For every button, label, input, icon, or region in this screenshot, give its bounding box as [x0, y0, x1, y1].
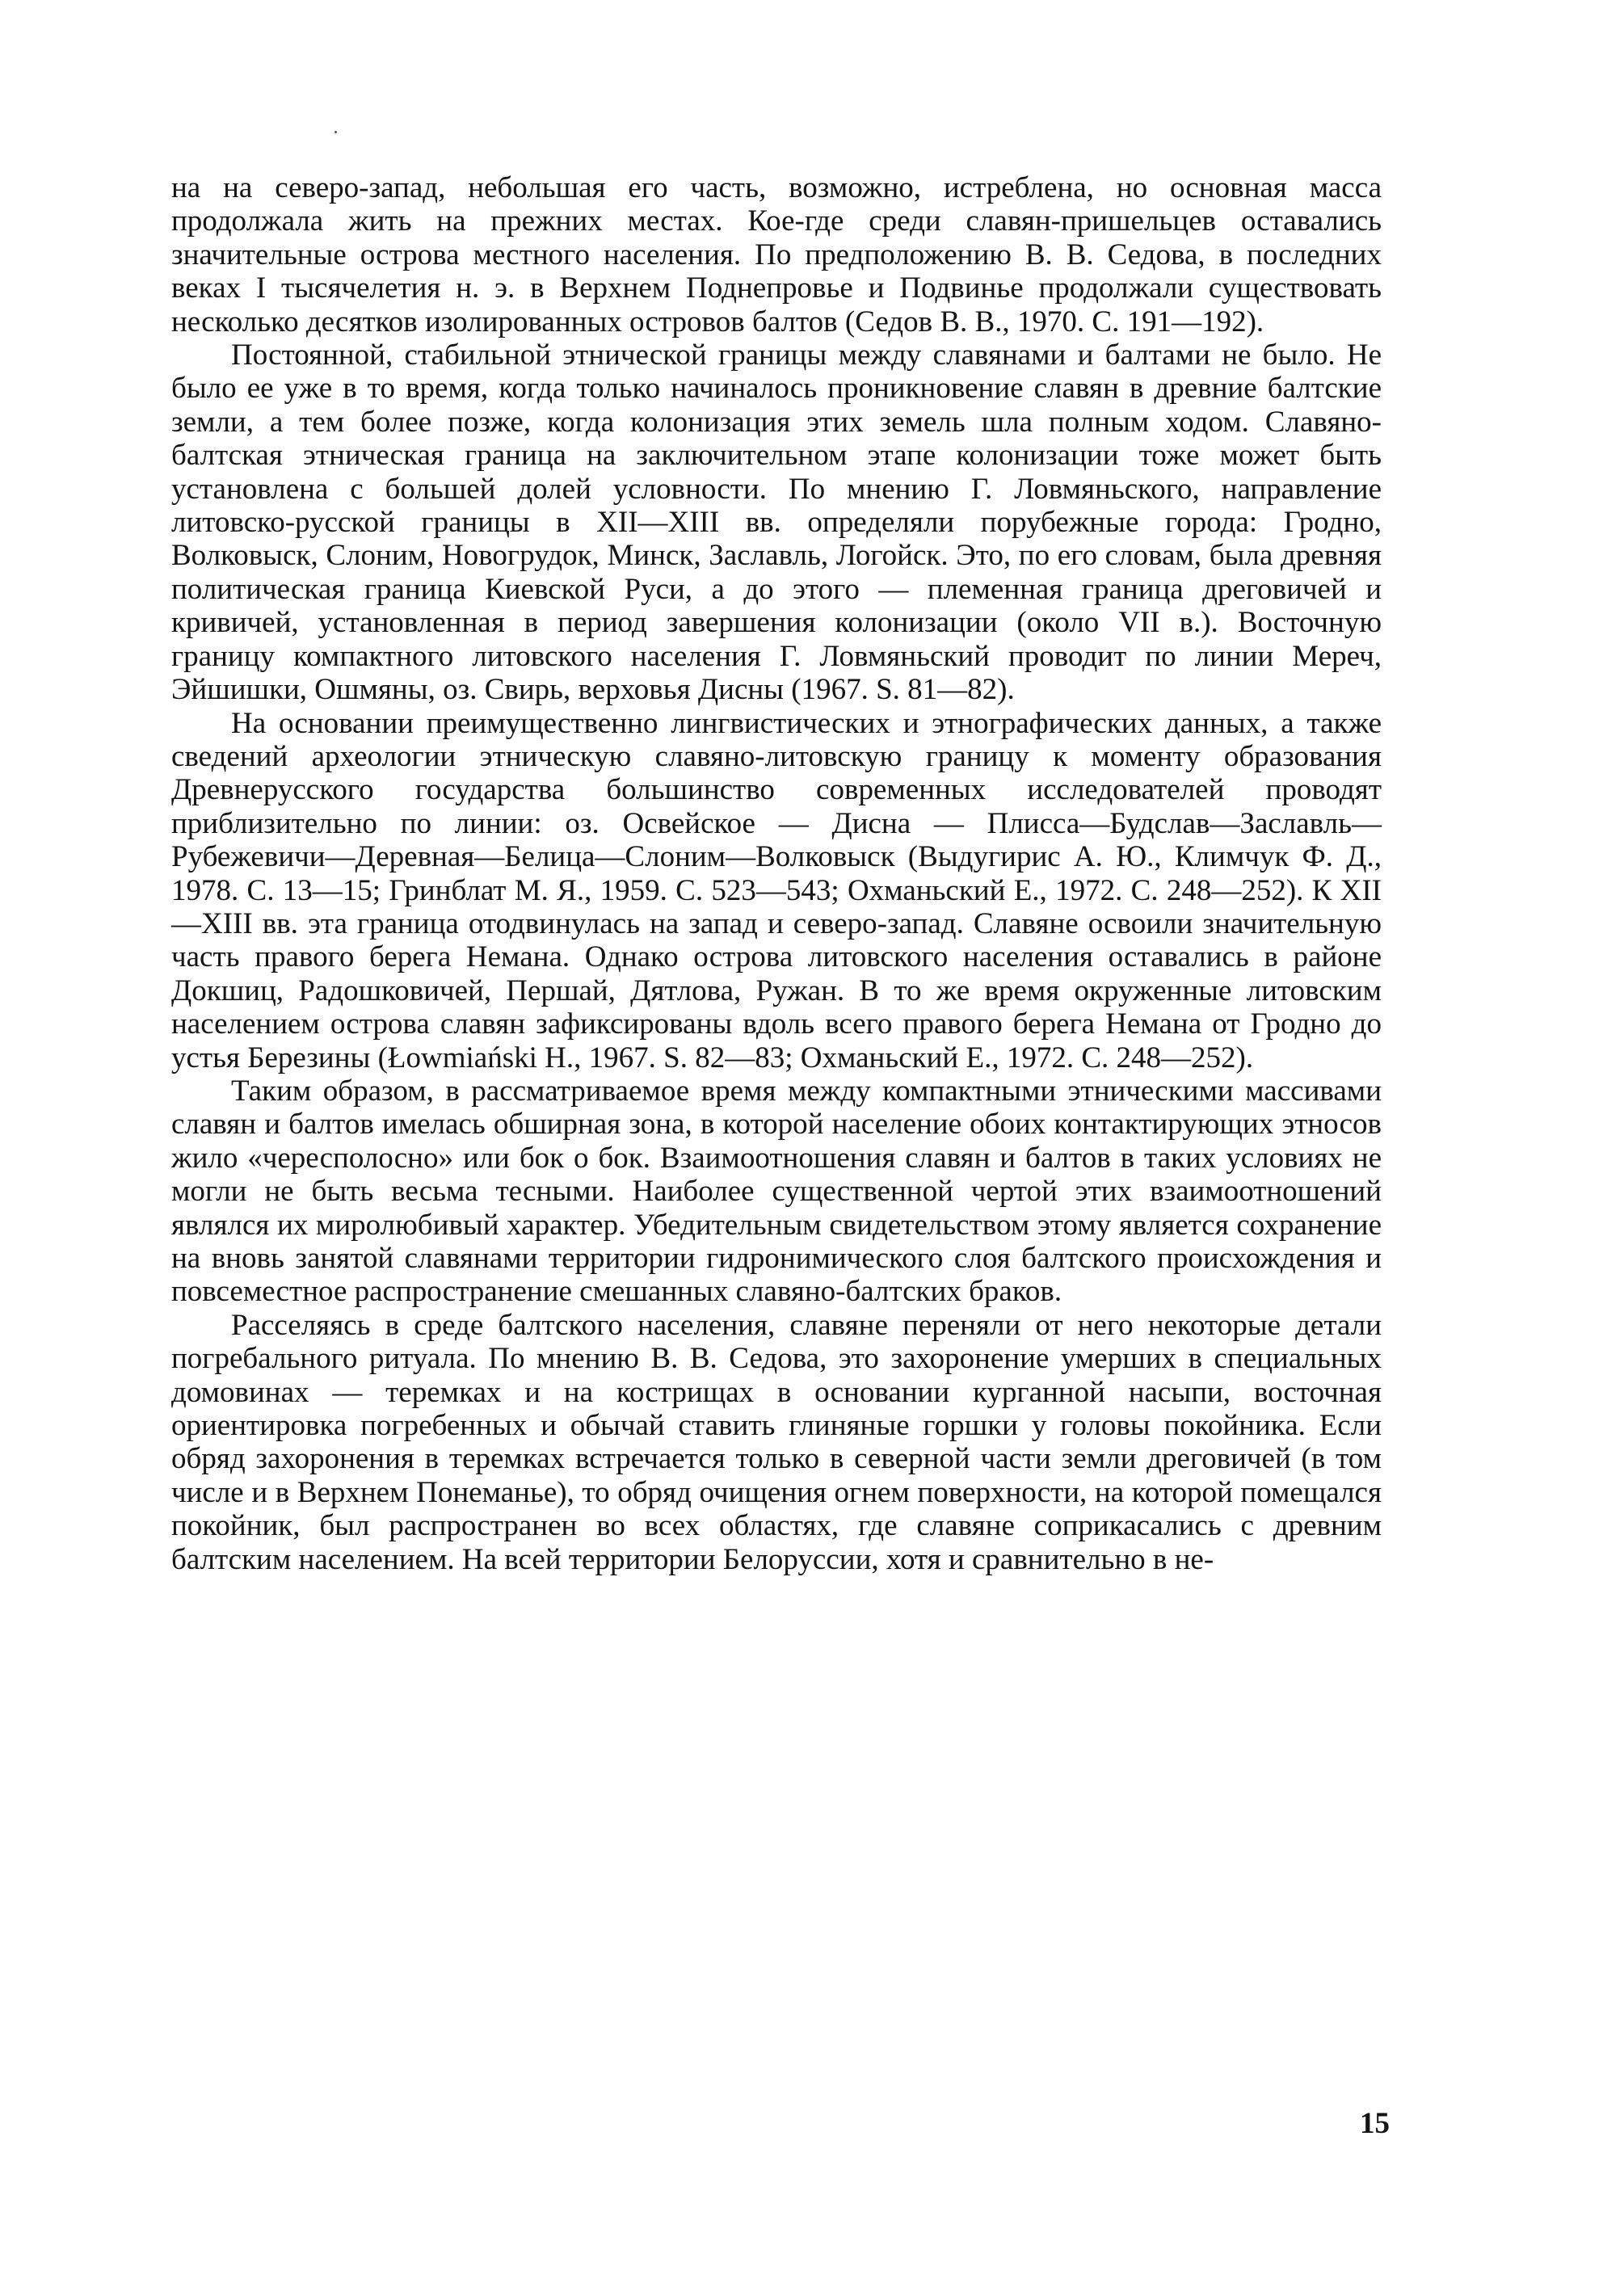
paragraph-ethnic-border: Постоянной, стабильной этнической границы между славянами и балтами не было. Не было ее уже в то время, когда только начиналось проникновение славян в древние балтские земли, а тем более позже, когда колонизация этих земель шла полным ходом. Славяно-балтская этническая граница на заключительном этапе колонизации тоже может быть установлена с большей долей условности. По мнению Г. Ловмяньского, направление литовско-русской границы в XII—XIII вв. определяли порубежные города: Гродно, Волковыск, Слоним, Новогрудок, Минск, Заславль, Логойск. Это, по его словам, была древняя политическая граница Киевской Руси, а до этого — племенная граница дреговичей и кривичей, установленная в период завершения колонизации (около VII в.). Восточную границу компактного литовского населения Г. Ловмяньский проводит по линии Мереч, Эйшишки, Ошмяны, оз. Свирь, верховья Дисны (1967. S. 81—82). — [171, 339, 1382, 707]
page-number: 15 — [1360, 2107, 1390, 2140]
paragraph-border-line: На основании преимущественно лингвистических и этнографических данных, а также сведений археологии этническую славяно-литовскую границу к моменту образования Древнерусского государства большинство современных исследователей проводят приблизительно по линии: оз. Освейское — Дисна — Плисса—Будслав—Заславль—Рубежевичи—Деревная—Белица—Слоним—Волковыск (Выдугирис А. Ю., Климчук Ф. Д., 1978. С. 13—15; Гринблат М. Я., 1959. С. 523—543; Охманьский Е., 1972. С. 248—252). К XII—XIII вв. эта граница отодвинулась на запад и северо-запад. Славяне освоили значительную часть правого берега Немана. Однако острова литовского населения оставались в районе Докшиц, Радошковичей, Першай, Дятлова, Ружан. В то же время окруженные литовским населением острова славян зафиксированы вдоль всего правого берега Немана от Гродно до устья Березины (Łowmiański H., 1967. S. 82—83; Охманьский Е., 1972. С. 248—252). — [171, 706, 1382, 1074]
paragraph-continued: на на северо-запад, небольшая его часть, возможно, истреблена, но основная масса продолжала жить на прежних местах. Кое-где среди славян-пришельцев оставались значительные острова местного населения. По предположению В. В. Седова, в последних веках I тысячелетия н. э. в Верхнем Поднепровье и Подвинье продолжали существовать несколько десятков изолированных островов балтов (Седов В. В., 1970. С. 191—192). — [171, 171, 1382, 339]
paragraph-relations: Таким образом, в рассматриваемое время между компактными этническими массивами славян и балтов имелась обширная зона, в которой население обоих контактирующих этносов жило «чересполосно» или бок о бок. Взаимоотношения славян и балтов в таких условиях не могли не быть весьма тесными. Наиболее существенной чертой этих взаимоотношений являлся их миролюбивый характер. Убедительным свидетельством этому является сохранение на вновь занятой славянами территории гидронимического слоя балтского происхождения и повсеместное распространение смешанных славяно-балтских браков. — [171, 1074, 1382, 1309]
scan-speck — [334, 131, 337, 133]
paragraph-burial-rites: Расселяясь в среде балтского населения, славяне переняли от него некоторые детали погребального ритуала. По мнению В. В. Седова, это захоронение умерших в специальных домовинах — теремках и на кострищах в основании курганной насыпи, восточная ориентировка погребенных и обычай ставить глиняные горшки у головы покойника. Если обряд захоронения в теремках встречается только в северной части земли дреговичей (в том числе и в Верхнем Понеманье), то обряд очищения огнем поверхности, на которой помещался покойник, был распространен во всех областях, где славяне соприкасались с древним балтским населением. На всей территории Белоруссии, хотя и сравнительно в не- — [171, 1308, 1382, 1576]
body-text — [171, 171, 1382, 1576]
